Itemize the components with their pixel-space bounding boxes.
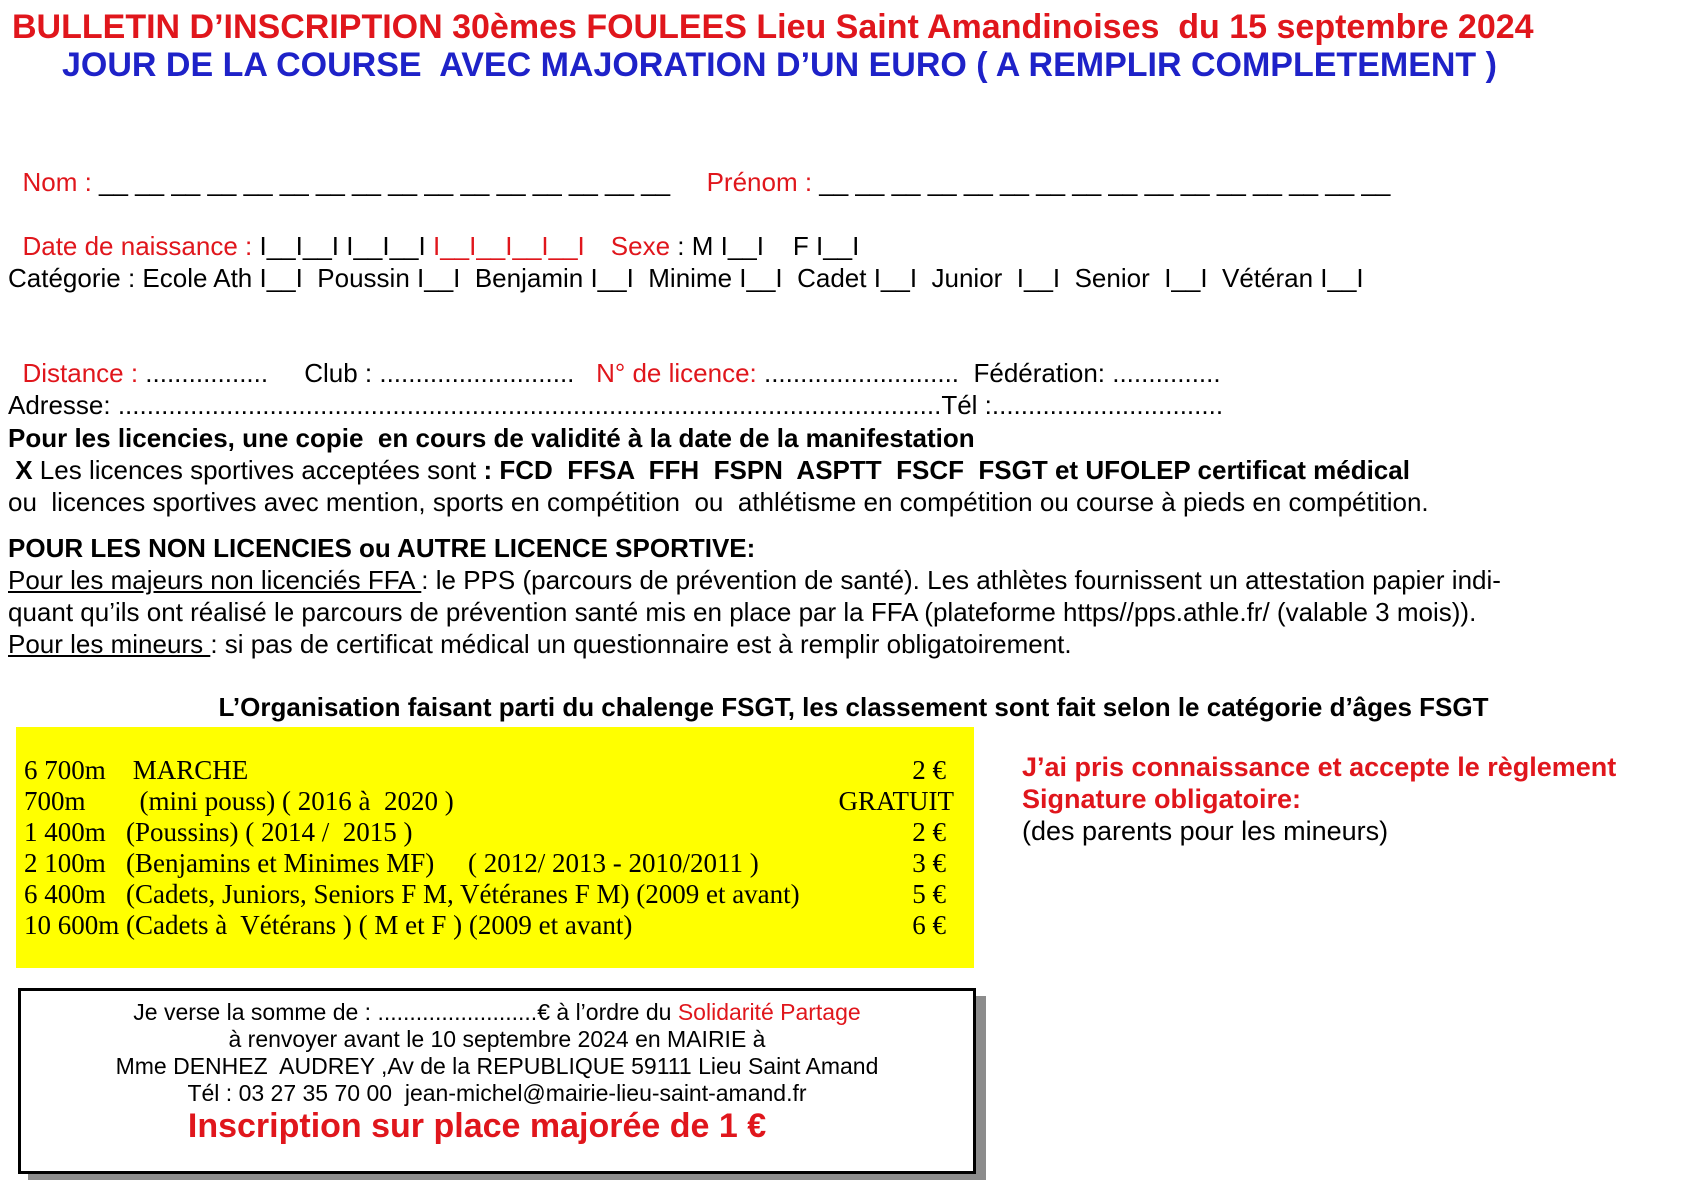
- acceptance-text: J’ai pris connaissance et accepte le règlement: [1022, 752, 1617, 782]
- federation-field[interactable]: Fédération: ...............: [973, 358, 1221, 388]
- majeurs-note: [8, 564, 1501, 596]
- payment-address: Mme DENHEZ AUDREY ,Av de la REPUBLIQUE 59111 Lieu Saint Amand: [115, 1053, 879, 1079]
- accepted-licences-text: Les licences sportives acceptées sont: [32, 455, 484, 485]
- signature-parents-note: (des parents pour les mineurs): [1022, 816, 1389, 846]
- dob-year-field[interactable]: I__I__I__I__I: [432, 231, 585, 261]
- mineurs-note: [8, 628, 1072, 660]
- sexe-label: Sexe: [610, 231, 671, 261]
- licence-copy-note: Pour les licencies, une copie en cours de validité à la date de la manifestation: [8, 423, 975, 453]
- name-row: [8, 136, 1390, 198]
- payment-deadline: à renvoyer avant le 10 septembre 2024 en MAIRIE à: [228, 1026, 766, 1052]
- onsite-surcharge-note: Inscription sur place majorée de 1 €: [187, 1107, 767, 1145]
- x-mark: X: [8, 455, 33, 485]
- page-title: BULLETIN D’INSCRIPTION 30èmes FOULEES Lieu Saint Amandinoises du 15 septembre 2024: [12, 8, 1534, 46]
- payment-amount-text: Je verse la somme de : .........................€ à l’ordre du: [133, 999, 678, 1025]
- distance-field[interactable]: .................: [145, 358, 305, 388]
- signature-label: Signature obligatoire:: [1022, 784, 1302, 814]
- course-price: 2 €: [912, 817, 946, 847]
- accepted-licences-list: : FCD FFSA FFH FSPN ASPTT FSCF FSGT et UFOLEP certificat médical: [483, 455, 1410, 485]
- course-row: 1 400m (Poussins) ( 2014 / 2015 ): [24, 817, 413, 847]
- prenom-field[interactable]: __ __ __ __ __ __ __ __ __ __ __ __ __ __ __ __: [819, 167, 1391, 197]
- dob-day-month-field[interactable]: I__I__I I__I__I: [259, 231, 433, 261]
- club-field[interactable]: Club : ...........................: [304, 358, 597, 388]
- licence-mentions: ou licences sportives avec mention, sports en compétition ou athlétisme en compétition ou course à pieds en compétition.: [8, 487, 1429, 517]
- sexe-options[interactable]: : M I__I F I__I: [670, 231, 860, 261]
- dob-label: Date de naissance :: [22, 231, 260, 261]
- nom-field[interactable]: __ __ __ __ __ __ __ __ __ __ __ __ __ __ __ __: [99, 167, 685, 197]
- dob-row: [8, 200, 859, 262]
- non-licencies-title: POUR LES NON LICENCIES ou AUTRE LICENCE SPORTIVE:: [8, 533, 756, 563]
- majeurs-note-2: quant qu’ils ont réalisé le parcours de prévention santé mis en place par la FFA (plateforme https//pps.athle.fr/ (valable 3 mois)).: [8, 597, 1477, 627]
- course-price: 5 €: [912, 879, 946, 909]
- course-price: GRATUIT: [838, 786, 954, 816]
- distance-label: Distance :: [22, 358, 146, 388]
- course-price: 3 €: [912, 848, 946, 878]
- categorie-row[interactable]: Catégorie : Ecole Ath I__I Poussin I__I Benjamin I__I Minime I__I Cadet I__I Junior I__I Senior I__I Vétéran I__I: [8, 263, 1364, 293]
- licence-label: N° de licence:: [596, 358, 764, 388]
- distance-row: [8, 327, 1221, 389]
- course-row: 700m (mini pouss) ( 2016 à 2020 ): [24, 786, 454, 816]
- payment-organisation: Solidarité Partage: [677, 999, 861, 1025]
- course-row: 2 100m (Benjamins et Minimes MF) ( 2012/ 2013 - 2010/2011 ): [24, 848, 759, 878]
- payment-amount-line: [21, 999, 973, 1026]
- adresse-row[interactable]: Adresse: ..................................................................................................................Tél :................................: [8, 390, 1224, 420]
- course-price: 2 €: [912, 755, 946, 785]
- nom-label: Nom :: [22, 167, 100, 197]
- mineurs-text: : si pas de certificat médical un questionnaire est à remplir obligatoirement.: [210, 629, 1072, 659]
- course-price: 6 €: [912, 910, 946, 940]
- majeurs-label: Pour les majeurs non licenciés FFA: [8, 565, 422, 595]
- prenom-label: Prénom :: [706, 167, 820, 197]
- licence-field[interactable]: ...........................: [763, 358, 974, 388]
- accepted-licences: [8, 454, 1410, 486]
- course-row: 6 700m MARCHE: [24, 755, 249, 785]
- course-row: 6 400m (Cadets, Juniors, Seniors F M, Vétéranes F M) (2009 et avant): [24, 879, 800, 909]
- organisation-note: L’Organisation faisant parti du chalenge FSGT, les classement sont fait selon le catégorie d’âges FSGT: [218, 692, 1489, 722]
- payment-contact: Tél : 03 27 35 70 00 jean-michel@mairie-lieu-saint-amand.fr: [187, 1080, 807, 1106]
- courses-table: [16, 727, 974, 968]
- page-subtitle: JOUR DE LA COURSE AVEC MAJORATION D’UN EURO ( A REMPLIR COMPLETEMENT ): [62, 46, 1497, 84]
- payment-box: [18, 988, 976, 1174]
- mineurs-label: Pour les mineurs: [8, 629, 211, 659]
- majeurs-text: : le PPS (parcours de prévention de santé). Les athlètes fournissent un attestation papier indi-: [421, 565, 1501, 595]
- course-row: 10 600m (Cadets à Vétérans ) ( M et F ) (2009 et avant): [24, 910, 633, 940]
